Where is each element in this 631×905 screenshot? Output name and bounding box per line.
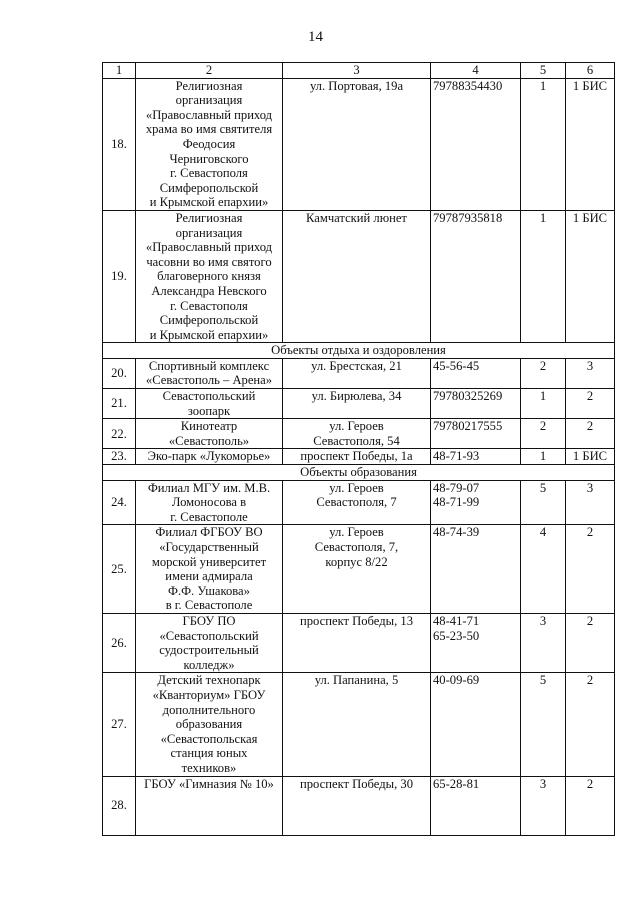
phone-cell bbox=[431, 419, 521, 449]
cell-line: 79787935818 bbox=[433, 210, 503, 225]
address-cell bbox=[283, 78, 431, 210]
table-row bbox=[103, 673, 615, 776]
cell-line: имени адмирала bbox=[165, 569, 253, 584]
table-row bbox=[103, 449, 615, 465]
cell-line: техников» bbox=[181, 760, 237, 775]
cell-line: корпус 8/22 bbox=[325, 554, 388, 569]
cell-line: дополнительного bbox=[162, 702, 256, 717]
address-cell bbox=[283, 673, 431, 776]
column-5-cell: 1 bbox=[521, 389, 566, 419]
header-cell: 6 bbox=[566, 63, 615, 79]
cell-line: Ломоносова в bbox=[171, 495, 247, 510]
cell-line: Севастопольский bbox=[162, 389, 256, 404]
column-6-cell: 2 bbox=[566, 525, 615, 614]
cell-line: ул. Героев bbox=[329, 419, 384, 434]
cell-line: «Севастополь» bbox=[168, 433, 250, 448]
cell-line: ГБОУ ПО bbox=[182, 613, 236, 628]
column-5-cell: 2 bbox=[521, 358, 566, 388]
table-row bbox=[103, 480, 615, 525]
object-name-cell bbox=[136, 776, 283, 835]
cell-line: «Государственный bbox=[159, 540, 259, 554]
row-number: 28. bbox=[103, 776, 136, 835]
column-6-cell: 1 БИС bbox=[566, 78, 615, 210]
row-number: 24. bbox=[103, 480, 136, 525]
cell-line: Религиозная bbox=[175, 210, 243, 225]
object-name-cell bbox=[136, 480, 283, 525]
object-name-cell bbox=[136, 210, 283, 342]
cell-line: г. Севастополя bbox=[170, 166, 248, 181]
table-row bbox=[103, 613, 615, 672]
cell-line: зоопарк bbox=[187, 403, 231, 418]
cell-line: часовни во имя святого bbox=[146, 254, 272, 269]
cell-line: ул. Героев bbox=[329, 480, 384, 495]
object-name-cell bbox=[136, 78, 283, 210]
column-5-cell: 3 bbox=[521, 613, 566, 672]
cell-line: «Кванториум» ГБОУ bbox=[152, 687, 266, 702]
column-6-cell: 2 bbox=[566, 389, 615, 419]
cell-line: г. Севастополя bbox=[170, 298, 248, 313]
cell-line: 79780325269 bbox=[433, 389, 503, 404]
phone-cell bbox=[431, 673, 521, 776]
address-cell bbox=[283, 776, 431, 835]
cell-line: «Севастополь – Арена» bbox=[145, 373, 273, 388]
row-number: 18. bbox=[103, 78, 136, 210]
column-5-cell: 4 bbox=[521, 525, 566, 614]
cell-line: и Крымской епархии» bbox=[149, 327, 269, 342]
header-cell: 2 bbox=[136, 63, 283, 79]
cell-line: ул. Портовая, 19а bbox=[309, 78, 404, 93]
column-6-cell: 2 bbox=[566, 776, 615, 835]
address-cell bbox=[283, 419, 431, 449]
header-row bbox=[103, 63, 615, 79]
section-row-education bbox=[103, 465, 615, 481]
cell-line: г. Севастополе bbox=[170, 509, 248, 524]
row-number: 27. bbox=[103, 673, 136, 776]
table-row bbox=[103, 210, 615, 342]
column-5-cell: 3 bbox=[521, 776, 566, 835]
object-name-cell bbox=[136, 358, 283, 388]
table-row bbox=[103, 525, 615, 614]
object-name-cell bbox=[136, 389, 283, 419]
cell-line: Спортивный комплекс bbox=[148, 358, 270, 373]
column-5-cell: 1 bbox=[521, 449, 566, 465]
cell-line: 48-79-07 bbox=[433, 480, 480, 495]
row-number: 23. bbox=[103, 449, 136, 465]
cell-line: Симферопольской bbox=[159, 180, 259, 195]
cell-line: и Крымской епархии» bbox=[149, 195, 269, 210]
phone-cell bbox=[431, 358, 521, 388]
cell-line: организация bbox=[175, 93, 243, 108]
row-number: 19. bbox=[103, 210, 136, 342]
cell-line bbox=[138, 820, 280, 835]
cell-line: Религиозная bbox=[175, 78, 243, 93]
section-row-rest bbox=[103, 343, 615, 359]
header-cell: 4 bbox=[431, 63, 521, 79]
cell-line: Севастополя, 7, bbox=[314, 540, 399, 554]
column-6-cell: 3 bbox=[566, 358, 615, 388]
page-number: 14 bbox=[308, 29, 323, 45]
row-number: 22. bbox=[103, 419, 136, 449]
column-6-cell: 2 bbox=[566, 613, 615, 672]
cell-line: Филиал ФГБОУ ВО bbox=[155, 525, 263, 540]
cell-line: Феодосия bbox=[182, 136, 236, 151]
column-6-cell: 1 БИС bbox=[566, 449, 615, 465]
column-6-cell: 3 bbox=[566, 480, 615, 525]
phone-cell bbox=[431, 776, 521, 835]
table-row bbox=[103, 776, 615, 835]
object-name-cell bbox=[136, 449, 283, 465]
header-cell: 3 bbox=[283, 63, 431, 79]
address-cell bbox=[283, 210, 431, 342]
column-5-cell: 2 bbox=[521, 419, 566, 449]
row-number: 26. bbox=[103, 613, 136, 672]
object-name-cell bbox=[136, 419, 283, 449]
cell-line: благоверного князя bbox=[157, 269, 261, 284]
cell-line: проспект Победы, 1а bbox=[300, 449, 413, 464]
cell-line: 48-41-71 bbox=[433, 613, 480, 628]
cell-line: 48-71-93 bbox=[433, 449, 480, 464]
column-6-cell: 2 bbox=[566, 673, 615, 776]
cell-line: 65-28-81 bbox=[433, 776, 480, 791]
object-name-cell bbox=[136, 613, 283, 672]
table-row bbox=[103, 419, 615, 449]
header-cell: 1 bbox=[103, 63, 136, 79]
header-cell: 5 bbox=[521, 63, 566, 79]
cell-line: ул. Героев bbox=[329, 525, 384, 540]
table-row bbox=[103, 358, 615, 388]
cell-line: в г. Севастополе bbox=[165, 598, 253, 613]
column-6-cell: 2 bbox=[566, 419, 615, 449]
section-title: Объекты отдыха и оздоровления bbox=[103, 343, 615, 359]
cell-line: «Севастопольский bbox=[159, 628, 259, 643]
phone-cell bbox=[431, 210, 521, 342]
phone-cell bbox=[431, 525, 521, 614]
column-5-cell: 1 bbox=[521, 78, 566, 210]
address-cell bbox=[283, 525, 431, 614]
cell-line: 79788354430 bbox=[433, 78, 503, 93]
cell-line: колледж» bbox=[183, 657, 235, 672]
cell-line: Севастополя, 7 bbox=[316, 495, 397, 510]
address-cell bbox=[283, 449, 431, 465]
cell-line: «Православный приход bbox=[145, 107, 273, 122]
cell-line: станция юных bbox=[170, 746, 248, 761]
cell-line: Севастополя, 54 bbox=[313, 433, 400, 448]
objects-table bbox=[102, 62, 615, 836]
table-row bbox=[103, 78, 615, 210]
cell-line: ул. Папанина, 5 bbox=[314, 673, 399, 688]
column-5-cell: 1 bbox=[521, 210, 566, 342]
cell-line: Черниговского bbox=[169, 151, 249, 166]
cell-line: ГБОУ «Гимназия № 10» bbox=[144, 776, 274, 791]
phone-cell bbox=[431, 613, 521, 672]
phone-cell bbox=[431, 449, 521, 465]
cell-line: Эко-парк «Лукоморье» bbox=[147, 449, 271, 464]
phone-cell bbox=[431, 78, 521, 210]
address-cell bbox=[283, 480, 431, 525]
column-5-cell: 5 bbox=[521, 673, 566, 776]
column-6-cell: 1 БИС bbox=[566, 210, 615, 342]
column-5-cell: 5 bbox=[521, 480, 566, 525]
cell-line: 48-74-39 bbox=[433, 525, 480, 540]
address-cell bbox=[283, 358, 431, 388]
cell-line: образования bbox=[175, 717, 243, 732]
row-number: 25. bbox=[103, 525, 136, 614]
section-title: Объекты образования bbox=[103, 465, 615, 481]
cell-line: морской университет bbox=[151, 554, 267, 569]
cell-line: ул. Бирюлева, 34 bbox=[311, 389, 402, 404]
cell-line: 40-09-69 bbox=[433, 673, 480, 688]
cell-line: 79780217555 bbox=[433, 419, 503, 434]
cell-line: Ф.Ф. Ушакова» bbox=[168, 583, 250, 598]
cell-line bbox=[138, 806, 280, 821]
cell-line: «Севастопольская bbox=[160, 731, 258, 746]
table-row bbox=[103, 389, 615, 419]
address-cell bbox=[283, 389, 431, 419]
cell-line: Симферопольской bbox=[159, 313, 259, 328]
cell-line: Кинотеатр bbox=[180, 419, 238, 434]
cell-line: «Православный приход bbox=[145, 240, 273, 255]
object-name-cell bbox=[136, 673, 283, 776]
cell-line: 65-23-50 bbox=[433, 628, 480, 643]
cell-line: проспект Победы, 30 bbox=[300, 776, 413, 791]
cell-line: Александра Невского bbox=[151, 283, 267, 298]
cell-line: проспект Победы, 13 bbox=[300, 613, 413, 628]
object-name-cell bbox=[136, 525, 283, 614]
row-number: 21. bbox=[103, 389, 136, 419]
phone-cell bbox=[431, 389, 521, 419]
cell-line: храма во имя святителя bbox=[145, 122, 273, 137]
cell-line: ул. Брестская, 21 bbox=[311, 358, 402, 373]
cell-line: Филиал МГУ им. М.В. bbox=[147, 480, 271, 495]
cell-line: 48-71-99 bbox=[433, 495, 480, 510]
address-cell bbox=[283, 613, 431, 672]
cell-line: организация bbox=[175, 225, 243, 240]
cell-line: 45-56-45 bbox=[433, 358, 480, 373]
cell-line bbox=[138, 791, 280, 806]
cell-line: Детский технопарк bbox=[157, 673, 261, 688]
phone-cell bbox=[431, 480, 521, 525]
cell-line: Камчатский люнет bbox=[306, 210, 407, 225]
row-number: 20. bbox=[103, 358, 136, 388]
cell-line: судостроительный bbox=[159, 643, 259, 658]
